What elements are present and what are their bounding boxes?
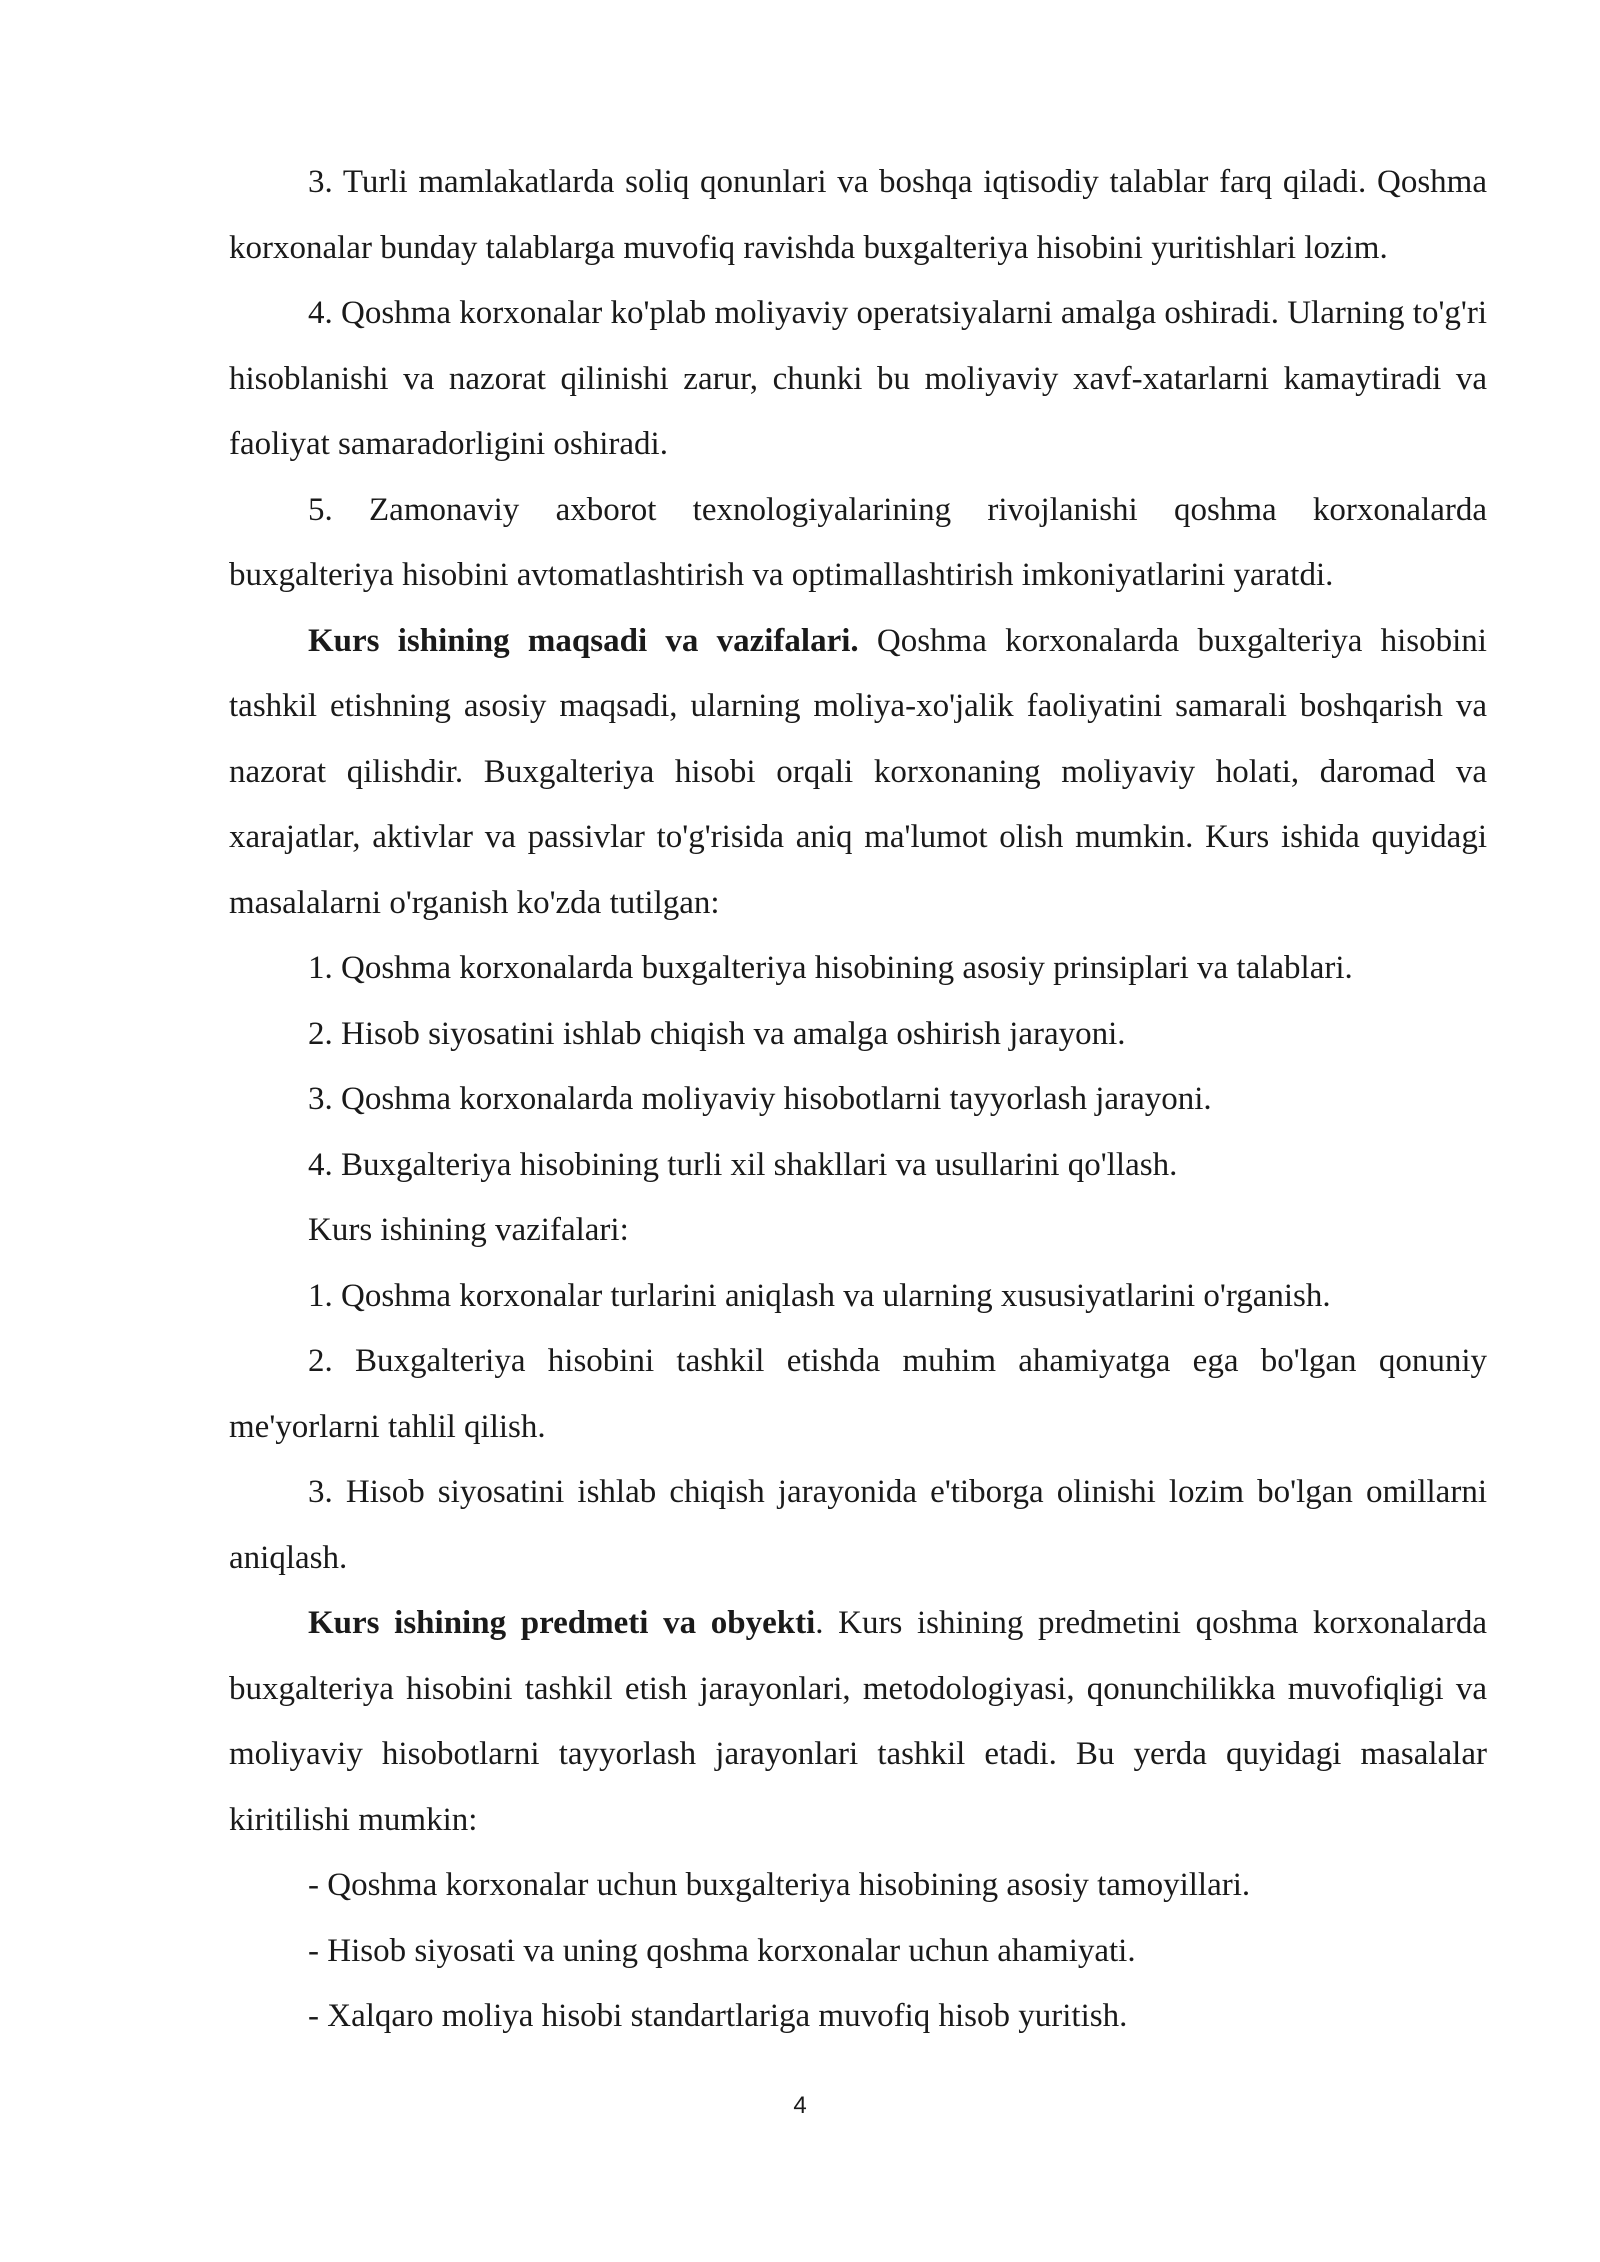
paragraph-4: 4. Qoshma korxonalar ko'plab moliyaviy operatsiyalarni amalga oshiradi. Ularning to'g'ri hisoblanishi va nazorat qilinishi zarur, chunki bu moliyaviy xavf-xatarlarni kamaytiradi va faoliyat samaradorligini oshiradi. bbox=[229, 295, 1487, 462]
page-number: 4 bbox=[793, 2092, 807, 2119]
goal-item-4: 4. Buxgalteriya hisobining turli xil shakllari va usullarini qo'llash. bbox=[308, 1146, 1178, 1183]
tasks-heading: Kurs ishining vazifalari: bbox=[308, 1212, 629, 1248]
goal-paragraph bbox=[229, 609, 1487, 937]
task-item-2: 2. Buxgalteriya hisobini tashkil etishda muhim ahamiyatga ega bo'lgan qonuniy me'yorlarni tahlil qilish. bbox=[229, 1343, 1487, 1445]
paragraph-3: 3. Turli mamlakatlarda soliq qonunlari va boshqa iqtisodiy talablar farq qiladi. Qoshma korxonalar bunday talablarga muvofiq ravishda buxgalteriya hisobini yuritishlari lozim. bbox=[229, 164, 1487, 266]
goal-heading: Kurs ishining maqsadi va vazifalari. bbox=[308, 622, 859, 659]
subject-text: . Kurs ishining predmetini qoshma korxonalarda buxgalteriya hisobini tashkil etish jarayonlari, metodologiyasi, qonunchilikka muvofiqligi va moliyaviy hisobotlarni tayyorlash jarayonlari tashkil etadi. Bu yerda quyidagi masalalar kiritilishi mumkin: bbox=[229, 1605, 1487, 1838]
subject-item-3: - Xalqaro moliya hisobi standartlariga muvofiq hisob yuritish. bbox=[308, 1998, 1128, 2034]
task-item-1: 1. Qoshma korxonalar turlarini aniqlash va ularning xususiyatlarini o'rganish. bbox=[308, 1277, 1331, 1314]
subject-item-1: - Qoshma korxonalar uchun buxgalteriya hisobining asosiy tamoyillari. bbox=[308, 1867, 1251, 1903]
goal-item-3: 3. Qoshma korxonalarda moliyaviy hisobotlarni tayyorlash jarayoni. bbox=[308, 1081, 1212, 1117]
task-item-3: 3. Hisob siyosatini ishlab chiqish jarayonida e'tiborga olinishi lozim bo'lgan omillarni aniqlash. bbox=[229, 1474, 1487, 1576]
goal-item-1: 1. Qoshma korxonalarda buxgalteriya hisobining asosiy prinsiplari va talablari. bbox=[308, 950, 1353, 986]
subject-heading: Kurs ishining predmeti va obyekti bbox=[308, 1605, 816, 1641]
page-body bbox=[229, 150, 1487, 2050]
paragraph-5: 5. Zamonaviy axborot texnologiyalarining rivojlanishi qoshma korxonalarda buxgalteriya hisobini avtomatlashtirish va optimallashtirish imkoniyatlarini yaratdi. bbox=[229, 491, 1487, 593]
subject-paragraph bbox=[229, 1591, 1487, 1853]
goal-text: Qoshma korxonalarda buxgalteriya hisobini tashkil etishning asosiy maqsadi, ularning moliya-xo'jalik faoliyatini samarali boshqarish va nazorat qilishdir. Buxgalteriya hisobi orqali korxonaning moliyaviy holati, daromad va xarajatlar, aktivlar va passivlar to'g'risida aniq ma'lumot olish mumkin. Kurs ishida quyidagi masalalarni o'rganish ko'zda tutilgan: bbox=[229, 622, 1487, 921]
subject-item-2: - Hisob siyosati va uning qoshma korxonalar uchun ahamiyati. bbox=[308, 1932, 1136, 1969]
goal-item-2: 2. Hisob siyosatini ishlab chiqish va amalga oshirish jarayoni. bbox=[308, 1015, 1126, 1052]
